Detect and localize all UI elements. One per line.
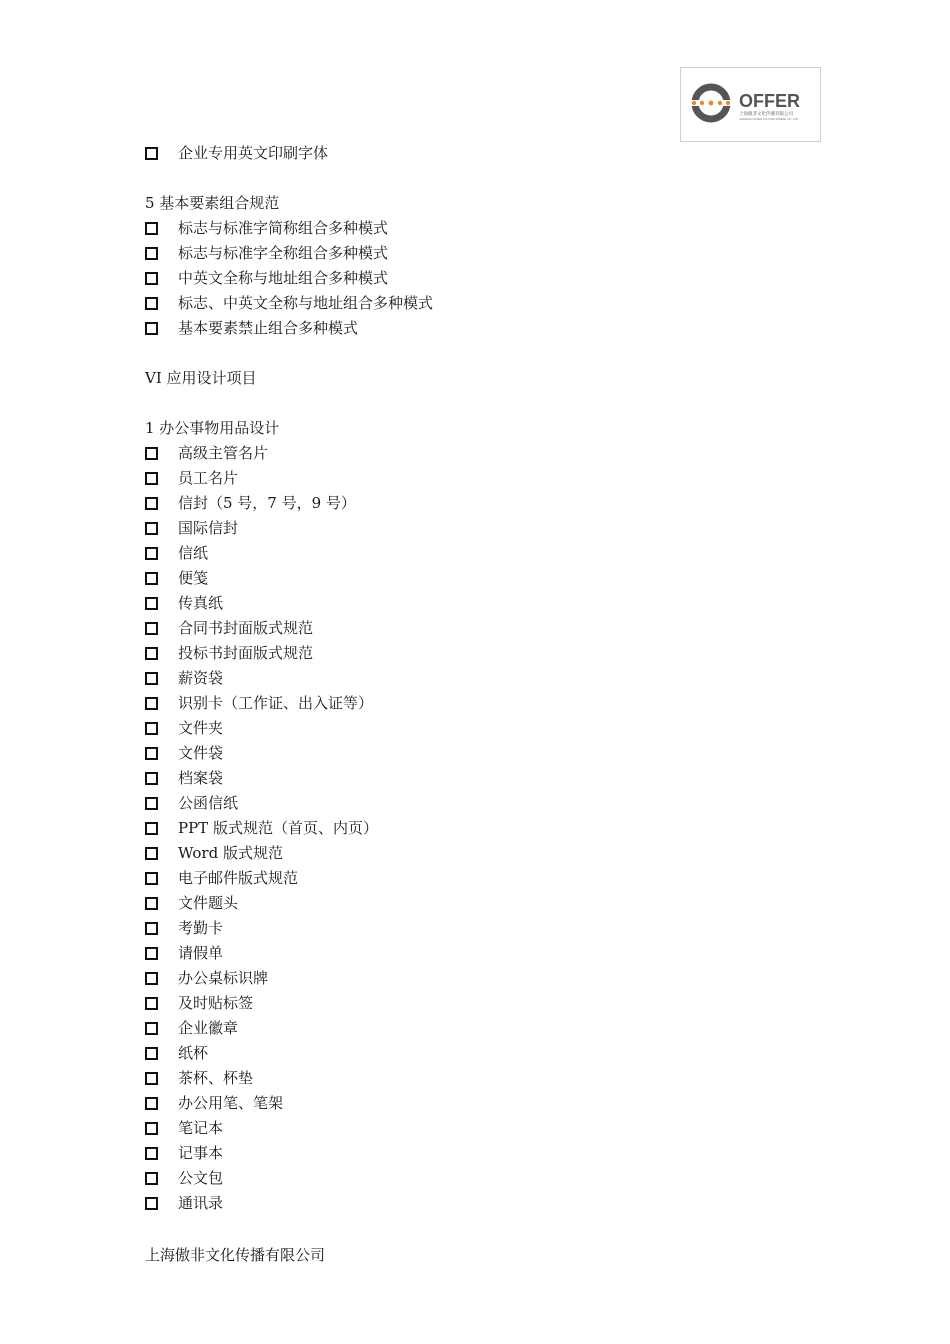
list-item: 请假单 xyxy=(145,941,845,966)
list-item: 记事本 xyxy=(145,1141,845,1166)
checkbox-square-icon xyxy=(145,772,158,785)
checkbox-square-icon xyxy=(145,1197,158,1210)
list-item: 合同书封面版式规范 xyxy=(145,616,845,641)
checkbox-square-icon xyxy=(145,247,158,260)
list-item: 中英文全称与地址组合多种模式 xyxy=(145,266,845,291)
footer-company-name: 上海傲非文化传播有限公司 xyxy=(145,1246,326,1264)
checkbox-square-icon xyxy=(145,472,158,485)
checkbox-square-icon xyxy=(145,622,158,635)
list-item: 公文包 xyxy=(145,1166,845,1191)
logo-cn-subtitle: 上海傲非文化传播有限公司 xyxy=(739,111,793,116)
logo-brand-text: OFFER xyxy=(739,91,800,111)
checkbox-square-icon xyxy=(145,997,158,1010)
list-item: 传真纸 xyxy=(145,591,845,616)
list-item: 文件袋 xyxy=(145,741,845,766)
list-item: 及时贴标签 xyxy=(145,991,845,1016)
checkbox-square-icon xyxy=(145,222,158,235)
list-item: 国际信封 xyxy=(145,516,845,541)
company-logo xyxy=(680,67,821,142)
list-item: 识别卡（工作证、出入证等） xyxy=(145,691,845,716)
checkbox-square-icon xyxy=(145,1147,158,1160)
list-item: 企业专用英文印刷字体 xyxy=(145,141,845,166)
checkbox-square-icon xyxy=(145,1047,158,1060)
document-body xyxy=(145,141,845,1216)
list-item: PPT 版式规范（首页、内页） xyxy=(145,816,845,841)
checkbox-square-icon xyxy=(145,547,158,560)
checkbox-square-icon xyxy=(145,747,158,760)
checkbox-square-icon xyxy=(145,822,158,835)
list-item: 纸杯 xyxy=(145,1041,845,1066)
section-heading: VI 应用设计项目 xyxy=(145,369,257,387)
list-item: 办公用笔、笔架 xyxy=(145,1091,845,1116)
checkbox-square-icon xyxy=(145,897,158,910)
checkbox-square-icon xyxy=(145,797,158,810)
list-item: 办公桌标识牌 xyxy=(145,966,845,991)
logo-en-subtitle: SHANGHAI OFFER CULTURE SPREAD CO., LTD. xyxy=(739,118,799,121)
checkbox-square-icon xyxy=(145,272,158,285)
list-item: 标志与标准字全称组合多种模式 xyxy=(145,241,845,266)
checkbox-square-icon xyxy=(145,947,158,960)
checkbox-square-icon xyxy=(145,722,158,735)
list-item: 文件题头 xyxy=(145,891,845,916)
list-item: 投标书封面版式规范 xyxy=(145,641,845,666)
checkbox-square-icon xyxy=(145,1097,158,1110)
list-item: 笔记本 xyxy=(145,1116,845,1141)
list-item: 档案袋 xyxy=(145,766,845,791)
offer-logo-icon xyxy=(681,68,820,141)
list-item: 便笺 xyxy=(145,566,845,591)
checkbox-square-icon xyxy=(145,497,158,510)
list-item: 信纸 xyxy=(145,541,845,566)
list-item: 电子邮件版式规范 xyxy=(145,866,845,891)
section-heading: 5 基本要素组合规范 xyxy=(145,194,280,212)
list-item: 文件夹 xyxy=(145,716,845,741)
checkbox-square-icon xyxy=(145,572,158,585)
section-heading: 1 办公事物用品设计 xyxy=(145,419,280,437)
list-item: Word 版式规范 xyxy=(145,841,845,866)
list-item: 高级主管名片 xyxy=(145,441,845,466)
checkbox-square-icon xyxy=(145,297,158,310)
checkbox-square-icon xyxy=(145,647,158,660)
checkbox-square-icon xyxy=(145,147,158,160)
list-item: 公函信纸 xyxy=(145,791,845,816)
list-item: 通讯录 xyxy=(145,1191,845,1216)
office-items-list xyxy=(145,441,845,1216)
checkbox-square-icon xyxy=(145,597,158,610)
list-item: 茶杯、杯垫 xyxy=(145,1066,845,1091)
list-item: 基本要素禁止组合多种模式 xyxy=(145,316,845,341)
list-item: 标志、中英文全称与地址组合多种模式 xyxy=(145,291,845,316)
checkbox-square-icon xyxy=(145,1022,158,1035)
checkbox-square-icon xyxy=(145,447,158,460)
checkbox-square-icon xyxy=(145,322,158,335)
list-item: 信封（5 号，7 号，9 号） xyxy=(145,491,845,516)
checkbox-square-icon xyxy=(145,697,158,710)
checkbox-square-icon xyxy=(145,522,158,535)
checkbox-square-icon xyxy=(145,1122,158,1135)
checkbox-square-icon xyxy=(145,672,158,685)
list-item: 薪资袋 xyxy=(145,666,845,691)
list-item: 考勤卡 xyxy=(145,916,845,941)
list-item: 企业徽章 xyxy=(145,1016,845,1041)
checkbox-square-icon xyxy=(145,1172,158,1185)
checkbox-square-icon xyxy=(145,847,158,860)
checkbox-square-icon xyxy=(145,872,158,885)
checkbox-square-icon xyxy=(145,972,158,985)
list-item: 标志与标准字简称组合多种模式 xyxy=(145,216,845,241)
list-item: 员工名片 xyxy=(145,466,845,491)
checkbox-square-icon xyxy=(145,922,158,935)
checkbox-square-icon xyxy=(145,1072,158,1085)
